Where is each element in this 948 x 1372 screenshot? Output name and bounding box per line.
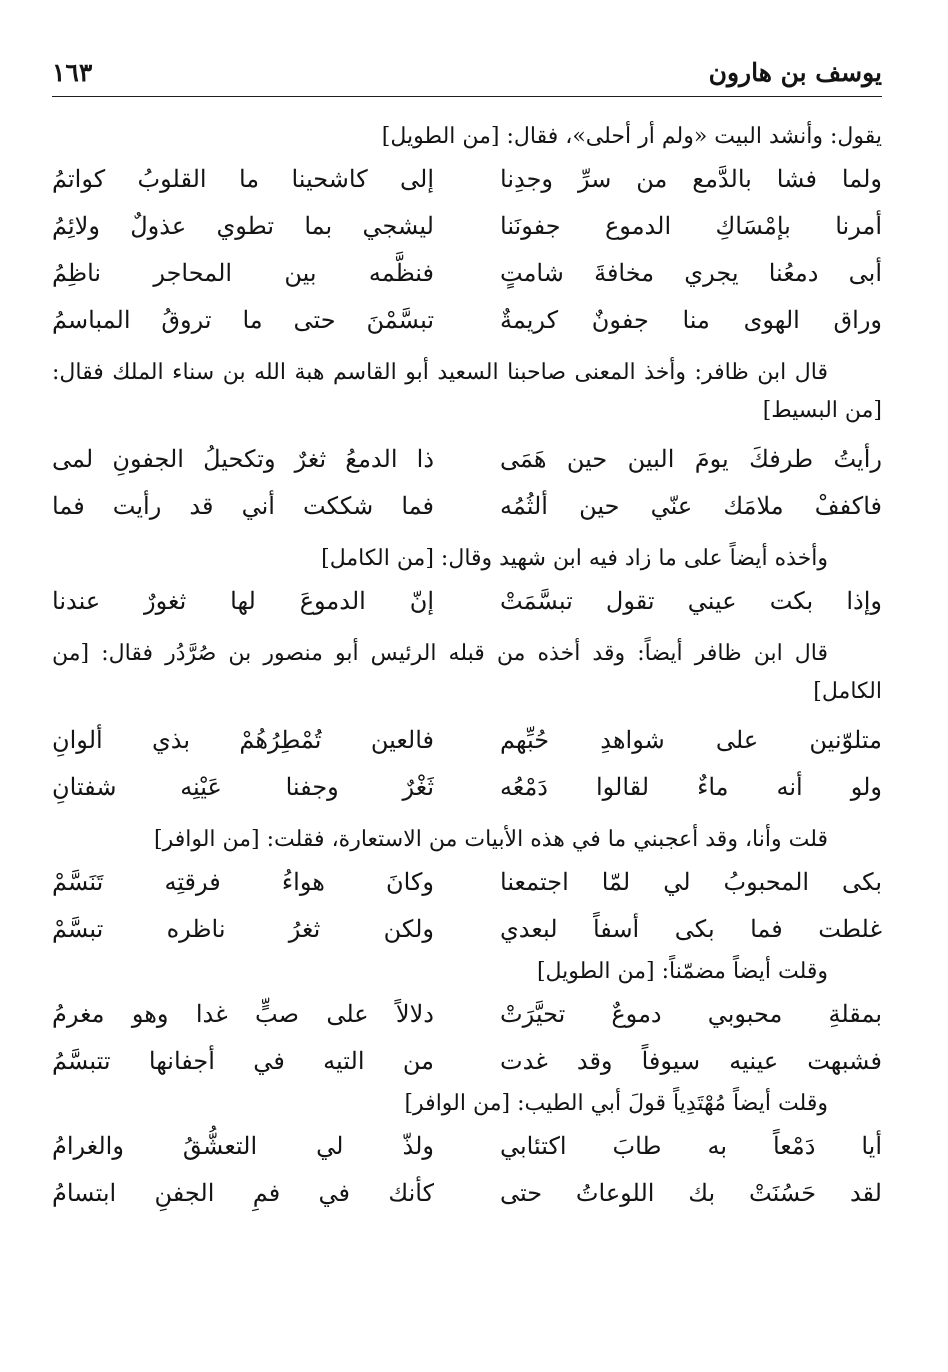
prose-intro: قال ابن ظافر أيضاً: وقد أخذه من قبله الرئيس أبو منصور بن صُرَّدُر فقال: [من الكامل]	[52, 641, 882, 704]
verse-line	[52, 203, 882, 250]
prose-intro: وقلت أيضاً مضمّناً: [من الطويل]	[536, 959, 828, 984]
verse-second-hemistich: فالعين تُمْطِرُهُمْ بذي ألوانِ	[52, 726, 434, 754]
verse-second-hemistich: فما شككت أني قد رأيت فما	[52, 492, 434, 520]
page-body	[52, 118, 882, 1352]
verse-line	[52, 859, 882, 906]
page-number: ١٦٣	[52, 58, 93, 87]
verse-second-hemistich: من التيه في أجفانها تتبسَّمُ	[52, 1047, 434, 1075]
verse-line	[52, 297, 882, 344]
verse-second-hemistich: كأنك في فمِ الجفنِ ابتسامُ	[52, 1179, 434, 1207]
verse-first-hemistich: أبى دمعُنا يجري مخافةَ شامتٍ	[500, 259, 882, 287]
verse-first-hemistich: ولما فشا بالدَّمع من سرِّ وجدِنا	[500, 165, 882, 193]
verse-second-hemistich: ولذّ لي التعشُّقُ والغرامُ	[52, 1132, 434, 1160]
verse-line	[52, 250, 882, 297]
verse-first-hemistich: بمقلةِ محبوبي دموعٌ تحيَّرَتْ	[500, 1000, 882, 1028]
verse-second-hemistich: إنّ الدموعَ لها ثغورٌ عندنا	[52, 587, 434, 615]
verse-first-hemistich: وإذا بكت عيني تقول تبسَّمَتْ	[500, 587, 882, 615]
prose-intro: يقول: وأنشد البيت «ولم أر أحلى»، فقال: [من الطويل]	[381, 124, 882, 149]
verse-line	[52, 764, 882, 811]
verse-first-hemistich: متلوّنين على شواهدِ حُبِّهم	[500, 726, 882, 754]
verse-second-hemistich: ثَغْرٌ وجفنا عَيْنِه شفتانِ	[52, 773, 434, 801]
verse-line	[52, 156, 882, 203]
verse-line	[52, 906, 882, 953]
verse-second-hemistich: ليشجي بما تطوي عذولٌ ولائِمُ	[52, 212, 434, 240]
verse-line	[52, 1170, 882, 1217]
verse-second-hemistich: وكانَ هواءُ فرقتِه تَنَسَّمْ	[52, 868, 434, 896]
verse-first-hemistich: غلطت فما بكى أسفاً لبعدي	[500, 915, 882, 943]
verse-second-hemistich: فنظَّمه بين المحاجر ناظِمُ	[52, 259, 434, 287]
verse-second-hemistich: ولكن ثغرُ ناظره تبسَّمْ	[52, 915, 434, 943]
prose-intro: قال ابن ظافر: وأخذ المعنى صاحبنا السعيد أبو القاسم هبة الله بن سناء الملك فقال: [من البسيط]	[52, 360, 882, 423]
verse-line	[52, 436, 882, 483]
prose-intro: وأخذه أيضاً على ما زاد فيه ابن شهيد وقال: [من الكامل]	[321, 546, 828, 571]
verse-first-hemistich: بكى المحبوبُ لي لمّا اجتمعنا	[500, 868, 882, 896]
prose-intro: وقلت أيضاً مُهْتَدِياً قولَ أبي الطيب: [من الوافر]	[404, 1091, 828, 1116]
verse-second-hemistich: ذا الدمعُ ثغرٌ وتكحيلُ الجفونِ لمى	[52, 445, 434, 473]
verse-first-hemistich: أيا دَمْعاً به طابَ اكتئابي	[500, 1132, 882, 1160]
verse-first-hemistich: أمرنا بإمْسَاكِ الدموع جفونَنا	[500, 212, 882, 240]
page-header	[52, 52, 882, 97]
verse-first-hemistich: رأيتُ طرفكَ يومَ البين حين هَمَى	[500, 445, 882, 473]
verse-line	[52, 991, 882, 1038]
verse-first-hemistich: لقد حَسُنَتْ بك اللوعاتُ حتى	[500, 1179, 882, 1207]
running-title: يوسف بن هارون	[708, 58, 882, 87]
verse-second-hemistich: دلالاً على صبٍّ غدا وهو مغرمُ	[52, 1000, 434, 1028]
verse-first-hemistich: فشبهت عينيه سيوفاً وقد غدت	[500, 1047, 882, 1075]
verse-second-hemistich: إلى كاشحينا ما القلوبُ كواتمُ	[52, 165, 434, 193]
verse-line	[52, 1123, 882, 1170]
verse-line	[52, 483, 882, 530]
verse-line	[52, 578, 882, 625]
prose-intro: قلت وأنا، وقد أعجبني ما في هذه الأبيات من الاستعارة، فقلت: [من الوافر]	[154, 827, 828, 852]
verse-first-hemistich: فاكففْ ملامَك عنّي حين ألثُمُه	[500, 492, 882, 520]
verse-first-hemistich: وراق الهوى منا جفونٌ كريمةٌ	[500, 306, 882, 334]
verse-first-hemistich: ولو أنه ماءٌ لقالوا دَمْعُه	[500, 773, 882, 801]
verse-line	[52, 717, 882, 764]
verse-second-hemistich: تبسَّمْنَ حتى ما تروقُ المباسمُ	[52, 306, 434, 334]
verse-line	[52, 1038, 882, 1085]
